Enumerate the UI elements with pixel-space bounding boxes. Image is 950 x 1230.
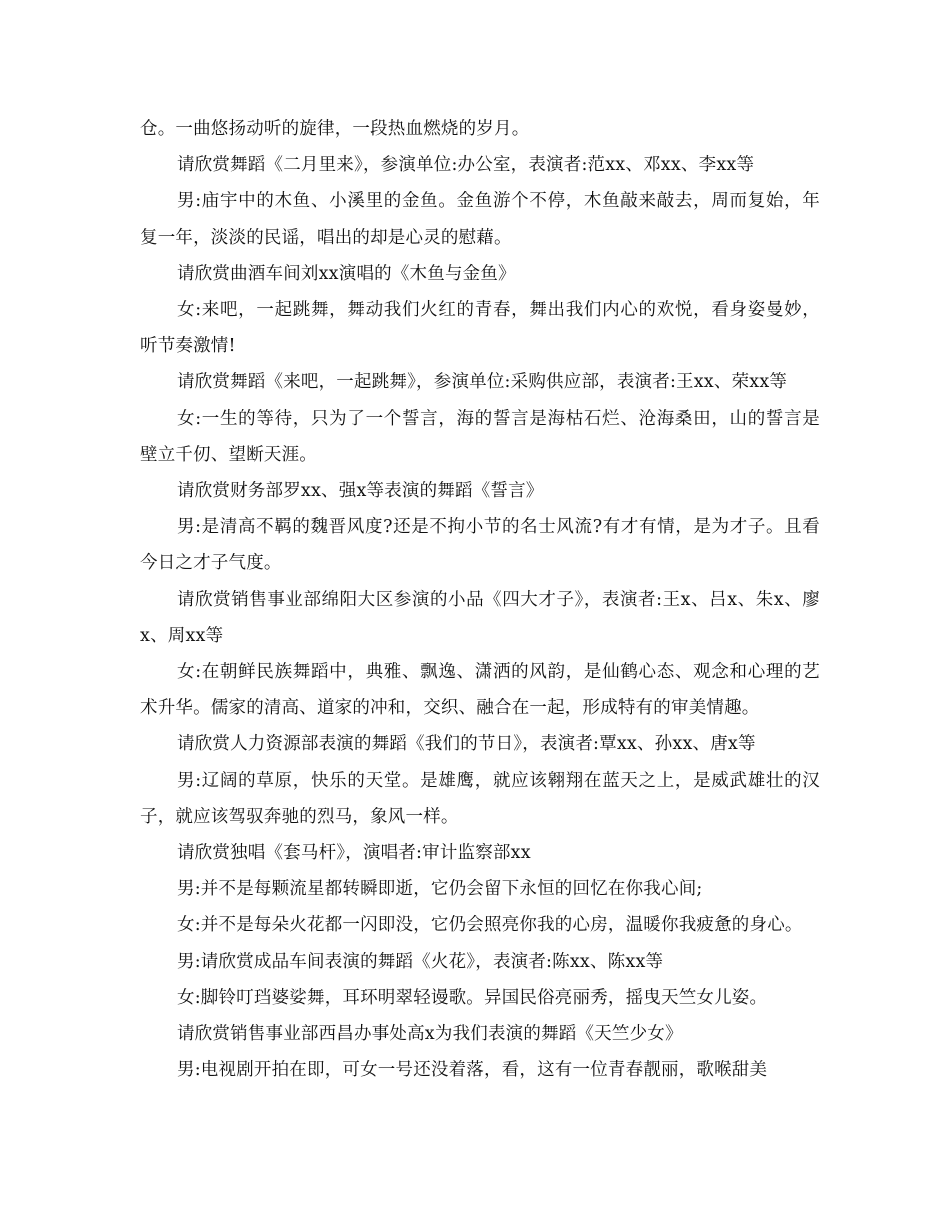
paragraph: 男:辽阔的草原，快乐的天堂。是雄鹰，就应该翱翔在蓝天之上，是威武雄壮的汉子，就应该驾驭奔驰的烈马，象风一样。	[140, 770, 820, 827]
paragraph: 女:在朝鲜民族舞蹈中，典雅、飘逸、潇洒的风韵，是仙鹤心态、观念和心理的艺术升华。儒家的清高、道家的冲和，交织、融合在一起，形成特有的审美情趣。	[140, 662, 820, 719]
paragraph: 请欣赏人力资源部表演的舞蹈《我们的节日》，表演者:覃xx、孙xx、唐x等	[177, 734, 756, 755]
document-body	[140, 111, 820, 1088]
paragraph: 女:脚铃叮珰婆娑舞，耳环明翠轻谩歌。异国民俗亮丽秀，摇曳天竺女儿姿。	[177, 987, 768, 1008]
paragraph: 请欣赏舞蹈《来吧，一起跳舞》，参演单位:采购供应部，表演者:王xx、荣xx等	[177, 372, 788, 393]
paragraph: 请欣赏曲酒车间刘xx演唱的《木鱼与金鱼》	[177, 263, 516, 284]
paragraph: 女:来吧，一起跳舞，舞动我们火红的青春，舞出我们内心的欢悦，看身姿曼妙，听节奏激情!	[140, 300, 820, 357]
paragraph: 男:电视剧开拍在即，可女一号还没着落，看，这有一位青春靓丽，歌喉甜美	[177, 1060, 768, 1081]
paragraph: 请欣赏销售事业部绵阳大区参演的小品《四大才子》，表演者:王x、吕x、朱x、廖x、周xx等	[140, 589, 820, 646]
paragraph: 请欣赏独唱《套马杆》，演唱者:审计监察部xx	[177, 843, 531, 864]
paragraph: 请欣赏舞蹈《二月里来》，参演单位:办公室，表演者:范xx、邓xx、李xx等	[177, 155, 755, 176]
paragraph: 男:庙宇中的木鱼、小溪里的金鱼。金鱼游个不停，木鱼敲来敲去，周而复始，年复一年，淡淡的民谣，唱出的却是心灵的慰藉。	[140, 191, 820, 248]
paragraph: 男:是清高不羁的魏晋风度?还是不拘小节的名士风流?有才有情，是为才子。且看今日之才子气度。	[140, 517, 820, 574]
paragraph: 请欣赏财务部罗xx、强x等表演的舞蹈《誓言》	[177, 481, 544, 502]
paragraph: 男:并不是每颗流星都转瞬即逝，它仍会留下永恒的回忆在你我心间;	[177, 879, 703, 900]
paragraph: 女:并不是每朵火花都一闪即没，它仍会照亮你我的心房，温暖你我疲惫的身心。	[177, 915, 803, 936]
paragraph: 仓。一曲悠扬动听的旋律，一段热血燃烧的岁月。	[140, 119, 530, 139]
paragraph: 男:请欣赏成品车间表演的舞蹈《火花》，表演者:陈xx、陈xx等	[177, 951, 664, 972]
paragraph: 女:一生的等待，只为了一个誓言，海的誓言是海枯石烂、沧海桑田，山的誓言是壁立千仞、望断天涯。	[140, 408, 820, 465]
paragraph: 请欣赏销售事业部西昌办事处高x为我们表演的舞蹈《天竺少女》	[177, 1024, 683, 1045]
